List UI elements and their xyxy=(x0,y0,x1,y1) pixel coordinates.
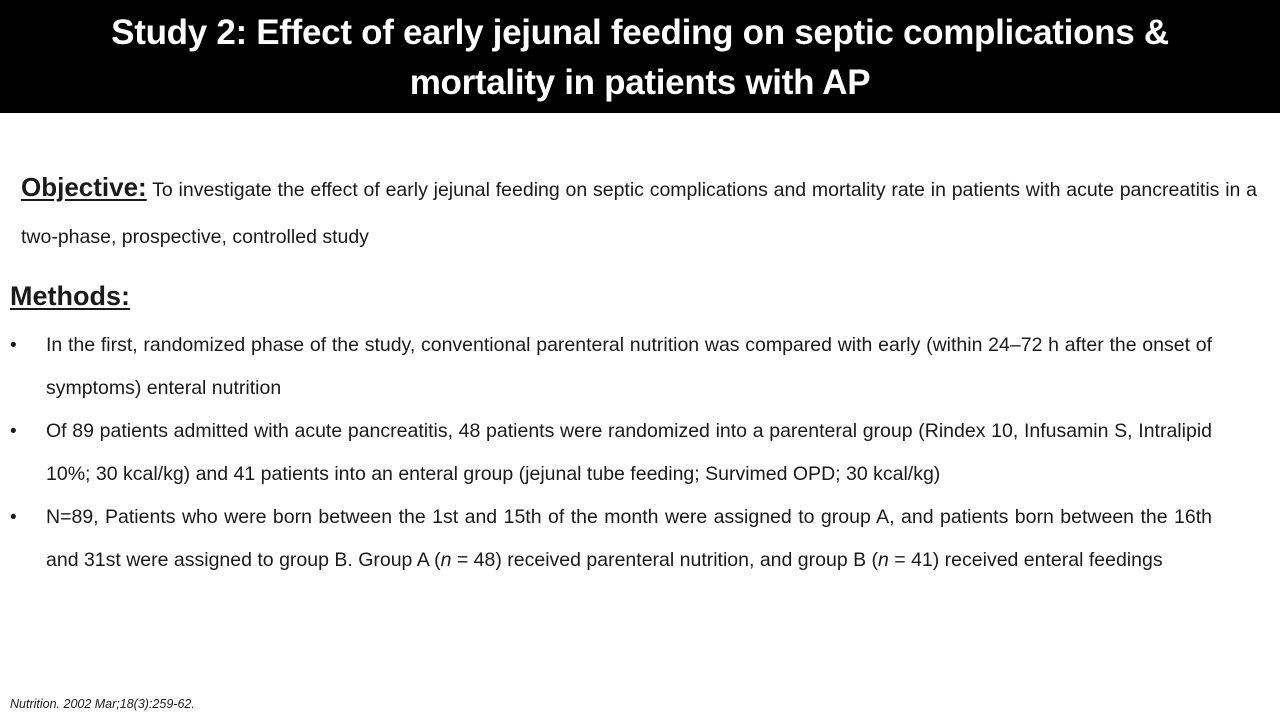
objective-paragraph xyxy=(21,164,1257,261)
bullet-icon: • xyxy=(10,507,17,528)
methods-item-text-part-c: = 41) received enteral feedings xyxy=(888,549,1163,571)
bullet-icon: • xyxy=(10,421,17,442)
objective-label: Objective: xyxy=(21,172,147,202)
methods-item-3 xyxy=(0,496,1212,582)
methods-item-1 xyxy=(0,324,1212,410)
slide-title-line-2: mortality in patients with AP xyxy=(409,63,871,102)
methods-list xyxy=(0,324,1280,582)
sample-size-symbol: n xyxy=(440,549,452,571)
methods-heading: Methods: xyxy=(10,281,130,311)
slide-title-line-1: Study 2: Effect of early jejunal feeding on septic complications & xyxy=(111,13,1169,52)
methods-item-text: In the first, randomized phase of the study, conventional parenteral nutrition was compared with early (within 24–72 h after the onset of symptoms) enteral nutrition xyxy=(46,334,1212,399)
methods-item-text: Of 89 patients admitted with acute pancreatitis, 48 patients were randomized into a parenteral group (Rindex 10, Infusamin S, Intralipid 10%; 30 kcal/kg) and 41 patients into an enteral group (jejunal tube feeding; Survimed OPD; 30 kcal/kg) xyxy=(46,420,1212,485)
methods-item-2 xyxy=(0,410,1212,496)
slide-title-bar xyxy=(0,0,1280,113)
objective-text: To investigate the effect of early jejunal feeding on septic complications and mortality rate in patients with acute pancreatitis in a two-phase, prospective, controlled study xyxy=(21,179,1257,248)
methods-item-text-part-b: = 48) received parenteral nutrition, and group B ( xyxy=(451,549,878,571)
methods-item-text-part-a: N=89, Patients who were born between the 1st and 15th of the month were assigned to group A, and patients born between the 16th and 31st were assigned to group B. Group A ( xyxy=(46,506,1212,571)
bullet-icon: • xyxy=(10,335,17,356)
sample-size-symbol: n xyxy=(878,549,889,571)
citation-reference: Nutrition. 2002 Mar;18(3):259-62. xyxy=(10,697,195,711)
